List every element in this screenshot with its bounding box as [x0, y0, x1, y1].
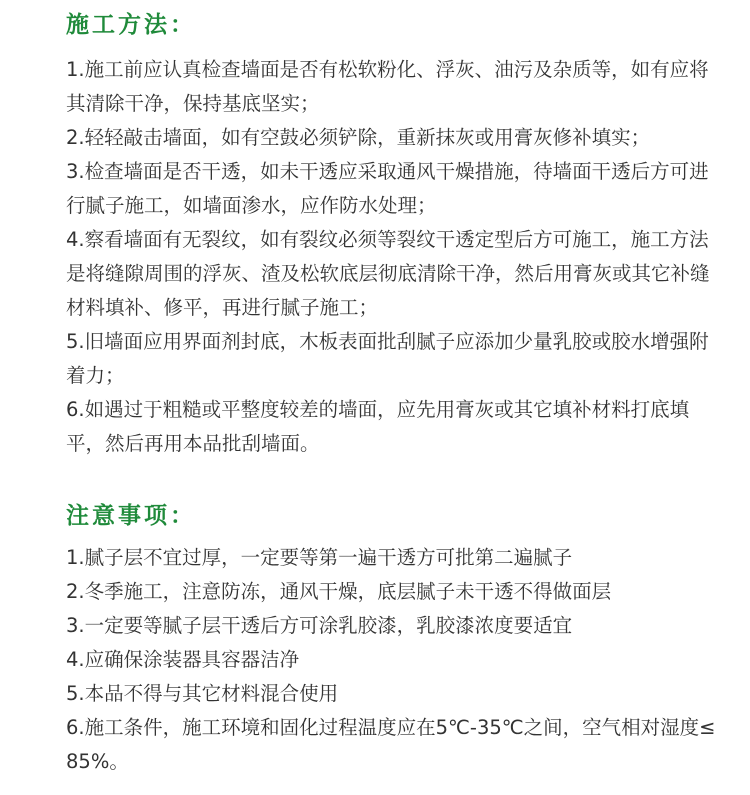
precaution-2: 2.冬季施工，注意防冻，通风干燥，底层腻子未干透不得做面层 [66, 580, 612, 603]
precautions-list [0, 541, 750, 779]
construction-method-list [0, 53, 750, 461]
construction-step-2: 2.轻轻敲击墙面，如有空鼓必须铲除，重新抹灰或用膏灰修补填实； [66, 126, 651, 149]
construction-step-3: 3.检查墙面是否干透，如未干透应采取通风干燥措施，待墙面干透后方可进行腻子施工，如墙面渗水，应作防水处理； [66, 160, 709, 217]
precaution-6: 6.施工条件，施工环境和固化过程温度应在5℃-35℃之间，空气相对湿度≤85%。 [66, 716, 716, 773]
precautions-heading: 注意事项： [66, 503, 196, 529]
precaution-3: 3.一定要等腻子层干透后方可涂乳胶漆，乳胶漆浓度要适宜 [66, 614, 573, 637]
precaution-5: 5.本品不得与其它材料混合使用 [66, 682, 339, 705]
precaution-4: 4.应确保涂装器具容器洁净 [66, 648, 300, 671]
construction-step-1: 1.施工前应认真检查墙面是否有松软粉化、浮灰、油污及杂质等，如有应将其清除干净，保持基底坚实； [66, 58, 709, 115]
construction-step-6: 6.如遇过于粗糙或平整度较差的墙面，应先用膏灰或其它填补材料打底填平，然后再用本品批刮墙面。 [66, 398, 690, 455]
construction-method-heading: 施工方法： [66, 12, 196, 38]
construction-step-4: 4.察看墙面有无裂纹，如有裂纹必须等裂纹干透定型后方可施工，施工方法是将缝隙周围的浮灰、渣及松软底层彻底清除干净，然后用膏灰或其它补缝材料填补、修平，再进行腻子施工； [66, 228, 710, 319]
construction-step-5: 5.旧墙面应用界面剂封底，木板表面批刮腻子应添加少量乳胶或胶水增强附着力； [66, 330, 709, 387]
precaution-1: 1.腻子层不宜过厚，一定要等第一遍干透方可批第二遍腻子 [66, 546, 573, 569]
